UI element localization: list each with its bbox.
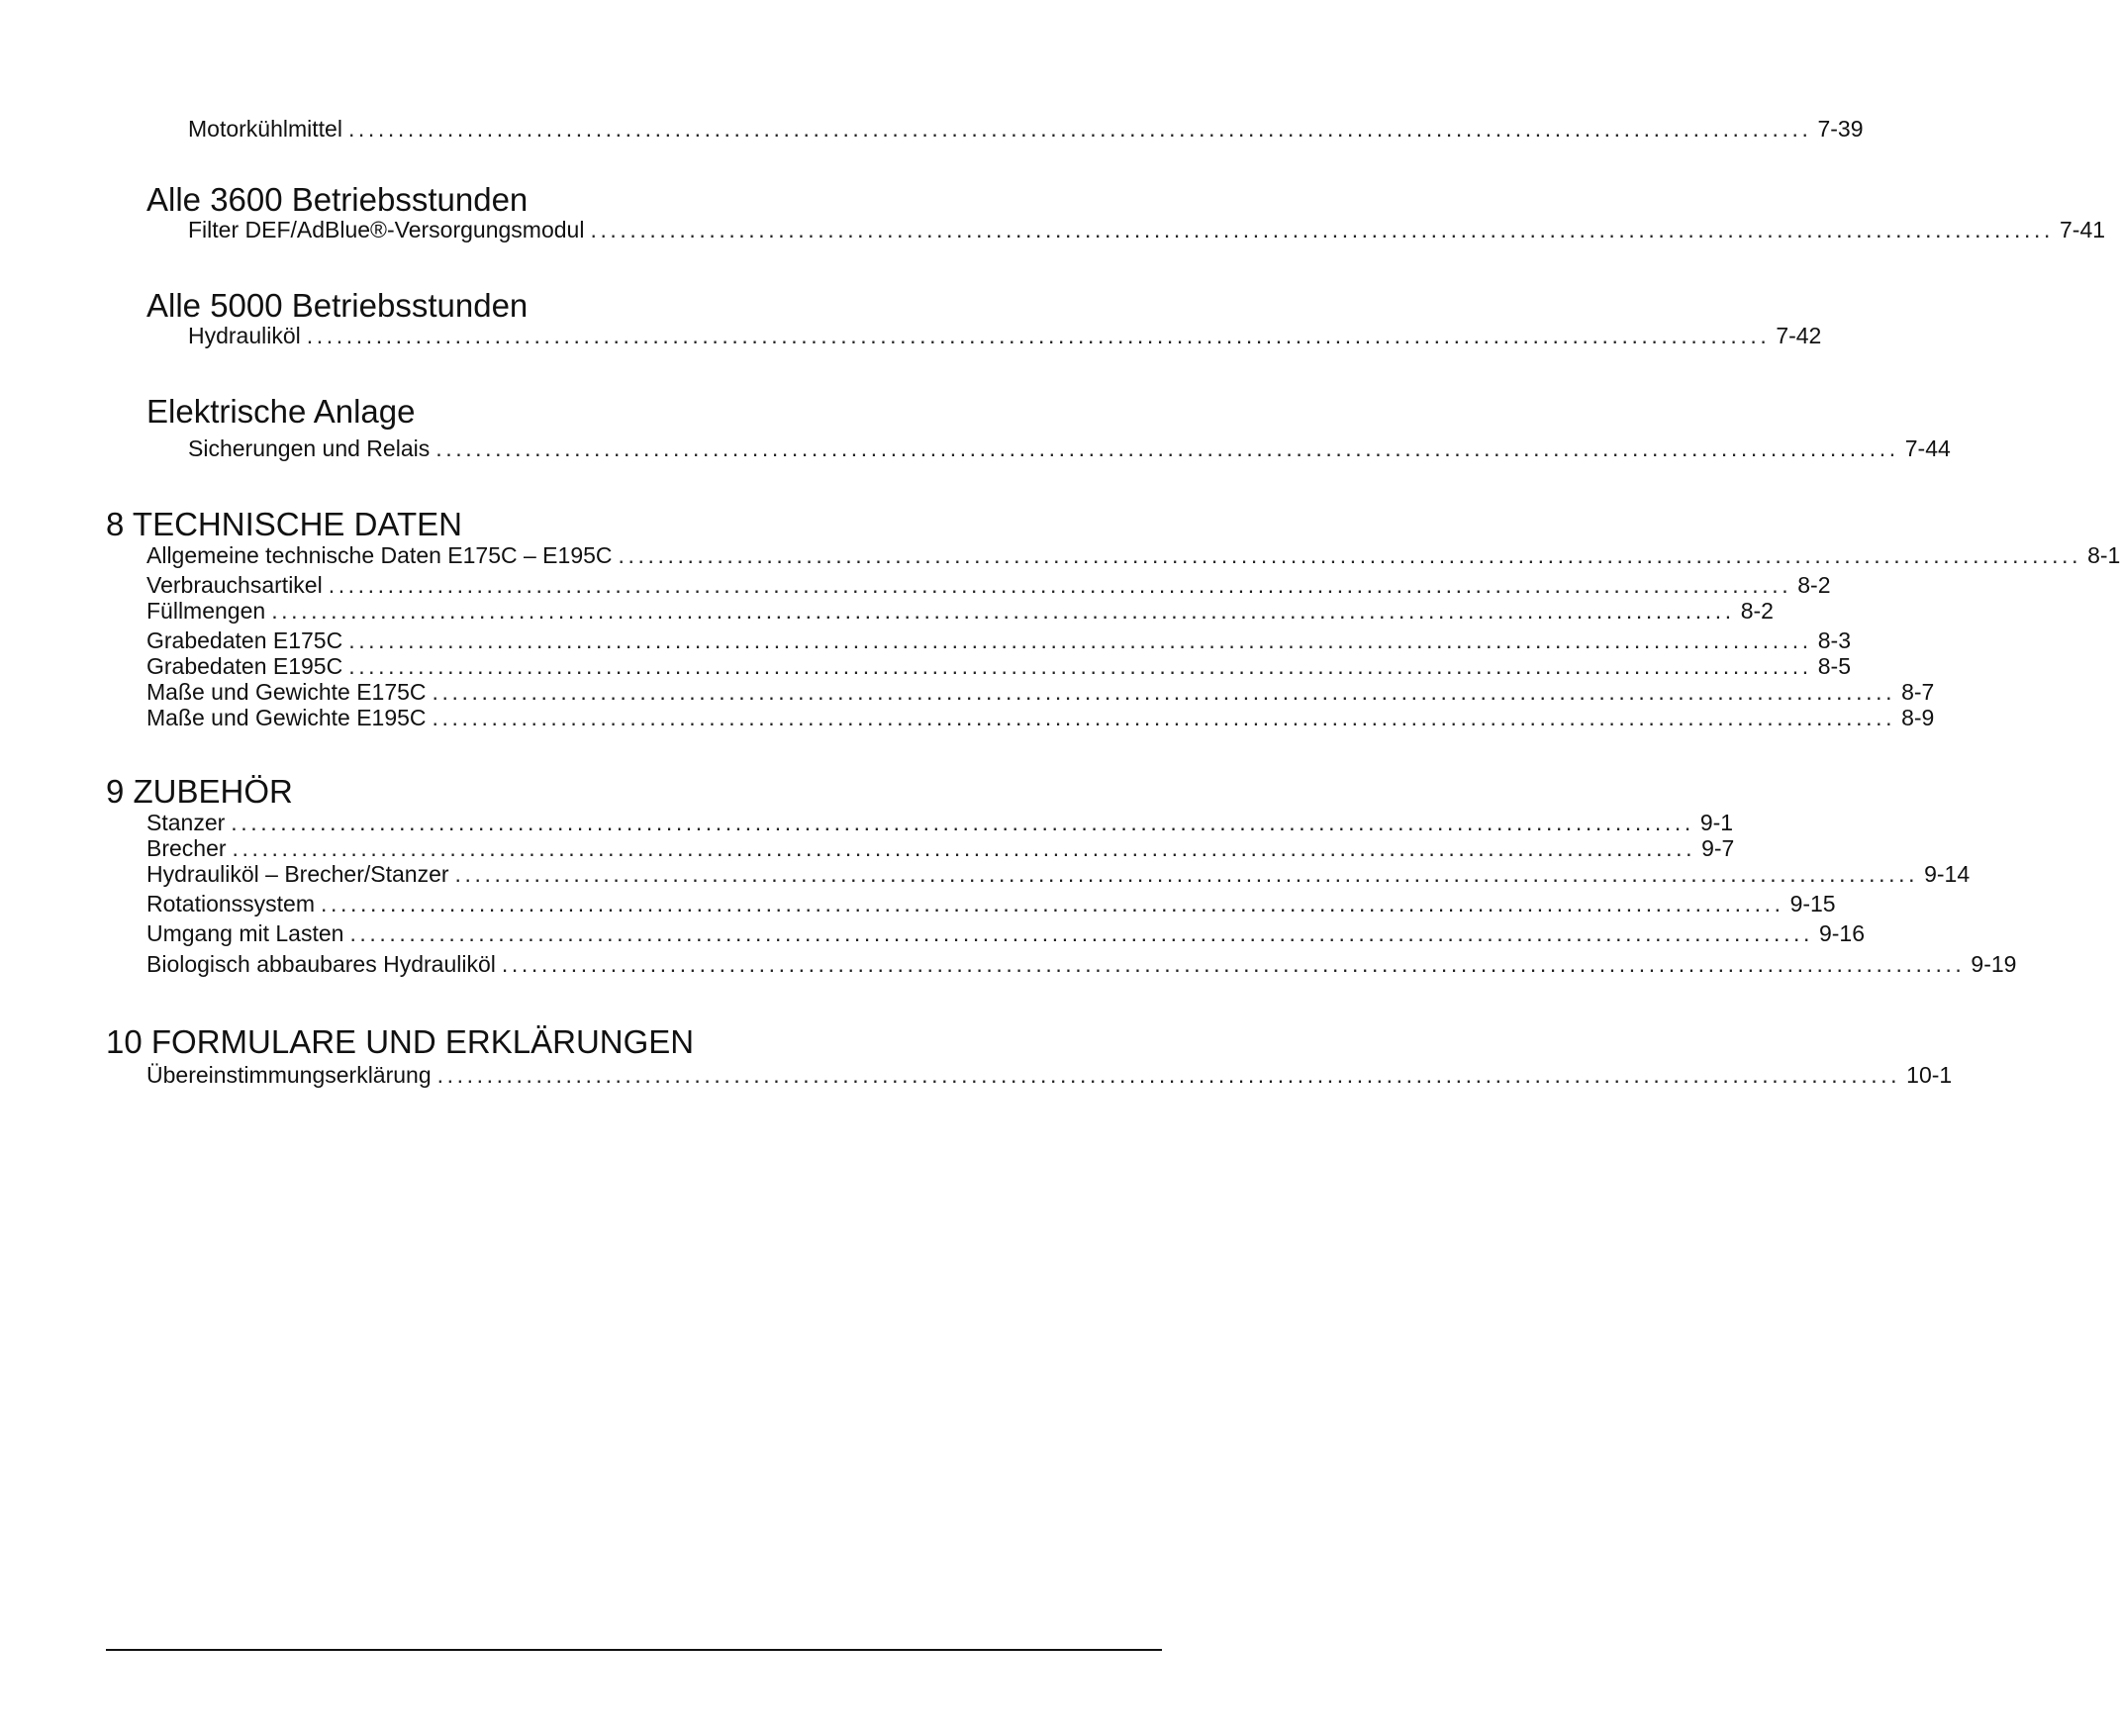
toc-entry-label: Biologisch abbaubares Hydrauliköl bbox=[146, 951, 496, 977]
toc-entry-label: Hydrauliköl bbox=[188, 323, 301, 348]
dot-leader: .................................................................................................................................................... bbox=[306, 323, 1771, 348]
dot-leader: .................................................................................................................................................... bbox=[271, 598, 1735, 624]
dot-leader: .................................................................................................................................................... bbox=[590, 217, 2054, 242]
toc-page-number: 9-1 bbox=[1699, 810, 1734, 835]
toc-entry-masse-e175c[interactable] bbox=[146, 679, 1935, 705]
toc-entry-hydraulikoel[interactable] bbox=[188, 323, 1822, 348]
toc-page-number: 7-42 bbox=[1776, 323, 1822, 348]
toc-entry-label: Sicherungen und Relais bbox=[188, 435, 431, 461]
chapter-heading-technische-daten: 8 TECHNISCHE DATEN bbox=[106, 506, 463, 542]
toc-entry-grabedaten-e175c[interactable] bbox=[146, 627, 1851, 653]
toc-page-number: 9-16 bbox=[1818, 920, 1866, 946]
dot-leader: .................................................................................................................................................... bbox=[328, 572, 1792, 598]
toc-entry-label: Maße und Gewichte E175C bbox=[146, 679, 427, 705]
toc-entry-verbrauchsartikel[interactable] bbox=[146, 572, 1831, 598]
toc-entry-label: Übereinstimmungserklärung bbox=[146, 1062, 432, 1088]
toc-entry-motorkuehlmittel[interactable] bbox=[188, 116, 1864, 142]
toc-entry-brecher[interactable] bbox=[146, 835, 1735, 861]
toc-page-number: 8-5 bbox=[1817, 653, 1851, 679]
toc-entry-sicherungen[interactable] bbox=[188, 435, 1951, 461]
dot-leader: .................................................................................................................................................... bbox=[321, 891, 1784, 916]
toc-entry-label: Verbrauchsartikel bbox=[146, 572, 323, 598]
toc-entry-bio-hydraulikoel[interactable] bbox=[146, 951, 2017, 977]
toc-entry-masse-e195c[interactable] bbox=[146, 705, 1935, 730]
toc-page-number: 10-1 bbox=[1906, 1062, 1953, 1088]
dot-leader: .................................................................................................................................................... bbox=[432, 705, 1896, 730]
toc-entry-uebereinstimmung[interactable] bbox=[146, 1062, 1953, 1088]
dot-leader: .................................................................................................................................................... bbox=[618, 542, 2082, 568]
section-heading-alle-5000: Alle 5000 Betriebsstunden bbox=[146, 287, 529, 324]
chapter-heading-formulare: 10 FORMULARE UND ERKLÄRUNGEN bbox=[106, 1023, 695, 1060]
dot-leader: .................................................................................................................................................... bbox=[347, 116, 1812, 142]
dot-leader: .................................................................................................................................................... bbox=[232, 835, 1696, 861]
toc-page-number: 8-3 bbox=[1817, 627, 1851, 653]
dot-leader: .................................................................................................................................................... bbox=[435, 435, 1899, 461]
section-heading-elektrische-anlage: Elektrische Anlage bbox=[146, 393, 416, 430]
toc-entry-label: Hydrauliköl – Brecher/Stanzer bbox=[146, 861, 449, 887]
toc-entry-filter-def[interactable] bbox=[188, 217, 2106, 242]
footer-divider bbox=[106, 1649, 1162, 1651]
toc-entry-label: Maße und Gewichte E195C bbox=[146, 705, 427, 730]
toc-entry-label: Filter DEF/AdBlue®-Versorgungsmodul bbox=[188, 217, 585, 242]
toc-entry-label: Grabedaten E175C bbox=[146, 627, 343, 653]
dot-leader: .................................................................................................................................................... bbox=[348, 627, 1812, 653]
dot-leader: .................................................................................................................................................... bbox=[501, 951, 1966, 977]
toc-entry-hydraulikoel-brecher[interactable] bbox=[146, 861, 1971, 887]
toc-entry-allgemeine-daten[interactable] bbox=[146, 542, 2120, 568]
dot-leader: .................................................................................................................................................... bbox=[454, 861, 1919, 887]
toc-page-number: 9-7 bbox=[1701, 835, 1735, 861]
toc-entry-label: Motorkühlmittel bbox=[188, 116, 342, 142]
dot-leader: .................................................................................................................................................... bbox=[436, 1062, 1901, 1088]
chapter-heading-zubehoer: 9 ZUBEHÖR bbox=[106, 773, 293, 810]
toc-page-number: 8-2 bbox=[1797, 572, 1831, 598]
toc-page-number: 9-14 bbox=[1924, 861, 1971, 887]
toc-entry-label: Rotationssystem bbox=[146, 891, 316, 916]
toc-entry-fuellmengen[interactable] bbox=[146, 598, 1774, 624]
toc-entry-grabedaten-e195c[interactable] bbox=[146, 653, 1851, 679]
toc-entry-label: Grabedaten E195C bbox=[146, 653, 343, 679]
toc-page-number: 7-44 bbox=[1904, 435, 1951, 461]
toc-page-number: 7-39 bbox=[1817, 116, 1864, 142]
toc-entry-label: Stanzer bbox=[146, 810, 226, 835]
dot-leader: .................................................................................................................................................... bbox=[231, 810, 1694, 835]
toc-entry-label: Umgang mit Lasten bbox=[146, 920, 344, 946]
toc-entry-label: Füllmengen bbox=[146, 598, 266, 624]
toc-page-number: 8-7 bbox=[1901, 679, 1935, 705]
toc-entry-umgang-lasten[interactable] bbox=[146, 920, 1866, 946]
toc-entry-stanzer[interactable] bbox=[146, 810, 1734, 835]
toc-page-number: 8-9 bbox=[1901, 705, 1935, 730]
toc-entry-rotationssystem[interactable] bbox=[146, 891, 1836, 916]
section-heading-alle-3600: Alle 3600 Betriebsstunden bbox=[146, 181, 529, 218]
toc-page-number: 8-2 bbox=[1740, 598, 1774, 624]
toc-entry-label: Allgemeine technische Daten E175C – E195C bbox=[146, 542, 613, 568]
toc-page-number: 8-1 bbox=[2087, 542, 2120, 568]
dot-leader: .................................................................................................................................................... bbox=[432, 679, 1896, 705]
dot-leader: .................................................................................................................................................... bbox=[349, 920, 1813, 946]
toc-entry-label: Brecher bbox=[146, 835, 227, 861]
toc-page-number: 9-15 bbox=[1789, 891, 1836, 916]
toc-page-number: 9-19 bbox=[1971, 951, 2017, 977]
toc-page-number: 7-41 bbox=[2060, 217, 2106, 242]
dot-leader: .................................................................................................................................................... bbox=[348, 653, 1812, 679]
